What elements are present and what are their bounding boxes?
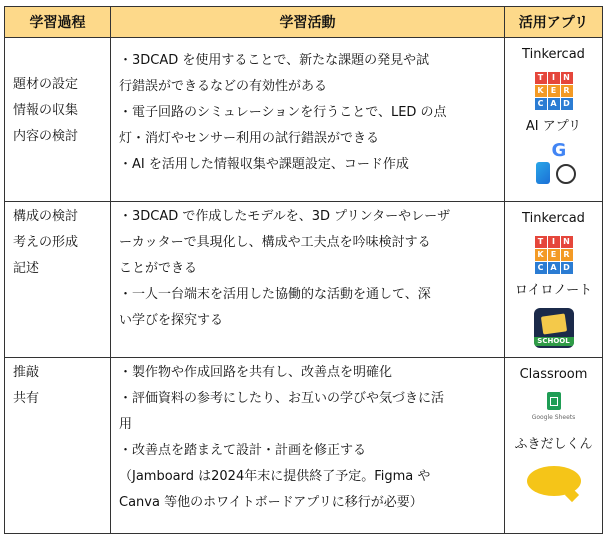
tinkercad-letter: R	[561, 85, 573, 97]
activity-cell	[111, 38, 505, 202]
tinkercad-letter: N	[561, 72, 573, 84]
table-row	[5, 38, 603, 202]
activity-line: ・3DCAD を使用することで、新たな課題の発見や試	[119, 53, 430, 68]
process-line: 題材の設定	[13, 77, 79, 92]
apps-cell	[505, 38, 603, 202]
apps-cell	[505, 358, 603, 534]
tinkercad-letter: A	[548, 262, 560, 274]
tinkercad-logo	[535, 72, 573, 110]
table-row	[5, 358, 603, 534]
tinkercad-letter: D	[561, 262, 573, 274]
chatgpt-icon	[556, 164, 576, 184]
activity-line: ・製作物や作成回路を共有し、改善点を明確化	[119, 365, 393, 380]
ai-app-icons	[524, 140, 584, 190]
activity-line: 灯・消灯やセンサー利用の試行錯誤ができる	[119, 131, 380, 146]
sheets-caption: Google Sheets	[531, 414, 576, 421]
app-name: Tinkercad	[522, 47, 585, 62]
apps-cell	[505, 202, 603, 358]
activity-cell	[111, 358, 505, 534]
paper-icon	[540, 313, 566, 334]
google-sheets-icon	[531, 392, 577, 428]
app-name: Classroom	[519, 367, 588, 382]
header-apps: 活用アプリ	[505, 7, 603, 38]
activity-line: ーカッターで具現化し、構成や工夫点を吟味検討する	[119, 235, 431, 250]
process-cell	[5, 38, 111, 202]
activity-line: ・評価資料の参考にしたり、お互いの学びや気づきに活	[119, 391, 445, 406]
process-line: 推敲	[13, 365, 40, 380]
school-label: SCHOOL	[534, 337, 574, 346]
tinkercad-letter: K	[535, 249, 547, 261]
bing-icon	[536, 162, 550, 184]
learning-table	[4, 6, 603, 534]
activity-line: （Jamboard は2024年末に提供終了予定。Figma や	[119, 469, 431, 484]
activity-line: ・電子回路のシミュレーションを行うことで、LED の点	[119, 105, 447, 120]
tinkercad-letter: I	[548, 236, 560, 248]
tinkercad-letter: A	[548, 98, 560, 110]
tinkercad-letter: C	[535, 98, 547, 110]
speech-bubble-icon	[527, 466, 581, 496]
activity-line: ・改善点を踏まえて設計・計画を修正する	[119, 443, 367, 458]
activity-line: ことができる	[119, 261, 198, 276]
table-row	[5, 202, 603, 358]
process-line: 共有	[13, 391, 40, 406]
tinkercad-letter: N	[561, 236, 573, 248]
tinkercad-letter: R	[561, 249, 573, 261]
process-cell	[5, 358, 111, 534]
activity-line: ・一人一台端末を活用した協働的な活動を通して、深	[119, 287, 431, 302]
tinkercad-letter: T	[535, 236, 547, 248]
activity-cell	[111, 202, 505, 358]
tinkercad-letter: D	[561, 98, 573, 110]
tinkercad-letter: E	[548, 85, 560, 97]
tinkercad-letter: I	[548, 72, 560, 84]
process-line: 考えの形成	[13, 235, 79, 250]
process-line: 構成の検討	[13, 209, 79, 224]
tinkercad-logo	[535, 236, 573, 274]
tinkercad-letter: C	[535, 262, 547, 274]
tinkercad-letter: K	[535, 85, 547, 97]
process-line: 情報の収集	[13, 103, 79, 118]
tinkercad-letter: E	[548, 249, 560, 261]
loilonote-icon	[534, 308, 574, 348]
process-line: 内容の検討	[13, 129, 79, 144]
app-name: AI アプリ	[525, 119, 582, 134]
google-icon: G	[551, 140, 567, 161]
header-process: 学習過程	[5, 7, 111, 38]
activity-line: 用	[119, 417, 133, 432]
activity-line: い学びを探究する	[119, 313, 224, 328]
app-name: ロイロノート	[514, 283, 593, 298]
process-line: 記述	[13, 261, 40, 276]
activity-line: 行錯誤ができるなどの有効性がある	[119, 79, 328, 94]
app-name: Tinkercad	[522, 211, 585, 226]
header-row	[5, 7, 603, 38]
activity-line: ・3DCAD で作成したモデルを、3D プリンターやレーザ	[119, 209, 451, 224]
process-cell	[5, 202, 111, 358]
sheet-doc-icon	[547, 392, 561, 410]
tinkercad-letter: T	[535, 72, 547, 84]
activity-line: Canva 等他のホワイトボードアプリに移行が必要）	[119, 495, 423, 510]
app-name: ふきだしくん	[514, 437, 593, 452]
activity-line: ・AI を活用した情報収集や課題設定、コード作成	[119, 157, 409, 172]
header-activity: 学習活動	[111, 7, 505, 38]
